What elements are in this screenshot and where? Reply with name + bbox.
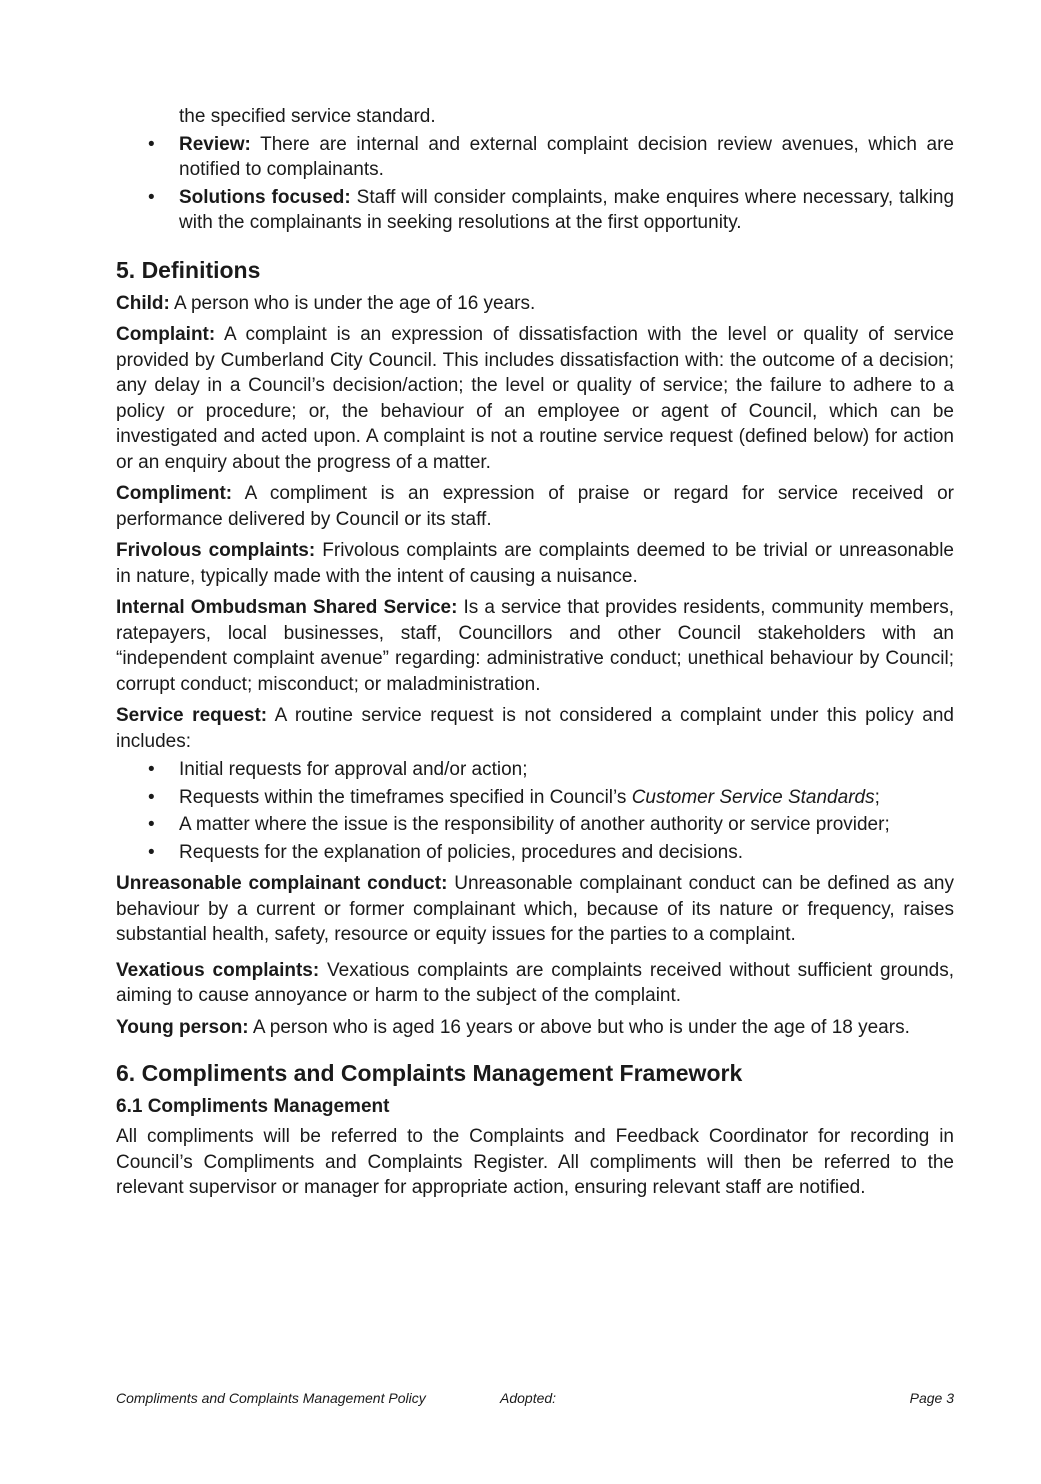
definition-paragraph	[116, 291, 954, 317]
term-label: Vexatious complaints:	[116, 959, 320, 981]
definition-paragraph	[116, 703, 954, 754]
term-text: A complaint is an expression of dissatisfaction with the level or quality of service provided by Cumberland City Council. This includes dissatisfaction with: the outcome of a decision; any delay in a Council’s decision/action; the level or quality of service; the failure to adhere to a policy or procedure; or, the behaviour of an employee or agent of Council, which can be investigated and acted upon. A complaint is not a routine service request (defined below) for action or an enquiry about the progress of a matter.	[116, 324, 954, 473]
section-heading: 5. Definitions	[116, 256, 261, 283]
list-item	[116, 757, 954, 783]
principles-list	[116, 132, 954, 236]
term-label: Service request:	[116, 705, 268, 726]
document-page	[116, 104, 954, 1207]
term-text: A compliment is an expression of praise or regard for service received or performance delivered by Council or its staff.	[116, 483, 954, 530]
list-item-text: ;	[874, 786, 880, 808]
list-item-text: Requests within the timeframes specified in Council’s	[179, 786, 632, 808]
list-item	[116, 785, 954, 811]
term-text: A routine service request is not considered a complaint under this policy and includes:	[116, 705, 954, 752]
bullet-icon: •	[148, 786, 155, 808]
page-number: Page 3	[909, 1390, 954, 1406]
definition-paragraph	[116, 1015, 954, 1041]
section-heading: 6. Compliments and Complaints Management Framework	[116, 1060, 743, 1086]
definition-paragraph	[116, 481, 954, 532]
service-request-list	[116, 757, 954, 865]
list-item	[116, 185, 954, 236]
bullet-icon: •	[148, 133, 155, 155]
continued-bullet-text: the specified service standard.	[179, 106, 436, 127]
definition-paragraph	[116, 958, 954, 1009]
definition-paragraph	[116, 871, 954, 948]
term-text: Staff will consider complaints, make enquires where necessary, talking with the complainants in seeking resolutions at the first opportunity.	[179, 186, 955, 233]
term-text: Is a service that provides residents, community members, ratepayers, local businesses, staff, Councillors and other Council stakeholders with an “independent complaint avenue” regarding: administrative conduct; unethical behaviour by Council; corrupt conduct; misconduct; or maladministration.	[116, 597, 954, 695]
footer-document-title: Compliments and Complaints Management Policy	[116, 1390, 426, 1406]
term-label: Child:	[116, 292, 170, 314]
definition-paragraph	[116, 595, 954, 697]
definition-paragraph	[116, 538, 954, 589]
term-text: A person who is aged 16 years or above but who is under the age of 18 years.	[248, 1016, 910, 1038]
list-item	[116, 132, 954, 183]
bullet-icon: •	[148, 814, 155, 835]
term-text: There are internal and external complaint decision review avenues, which are notified to complainants.	[179, 133, 954, 180]
footer-adopted-label: Adopted:	[500, 1390, 557, 1406]
term-label: Complaint:	[116, 324, 216, 345]
term-label: Solutions focused:	[179, 186, 351, 208]
page-footer	[116, 1390, 954, 1410]
term-label: Young person:	[116, 1016, 249, 1038]
list-item-text: Initial requests for approval and/or action;	[179, 759, 528, 780]
document-title-reference: Customer Service Standards	[631, 786, 875, 808]
list-item	[116, 840, 954, 866]
term-text: A person who is under the age of 16 years.	[169, 292, 536, 314]
definition-paragraph	[116, 322, 954, 475]
list-item-text: Requests for the explanation of policies, procedures and decisions.	[179, 841, 744, 863]
term-text: Unreasonable complainant conduct can be defined as any behaviour by a current or former complainant which, because of its nature or frequency, raises substantial health, safety, resource or equity issues for the parties to a complaint.	[116, 873, 955, 945]
body-paragraph: All compliments will be referred to the Complaints and Feedback Coordinator for recording in Council’s Compliments and Complaints Register. All compliments will then be referred to the relevant supervisor or manager for appropriate action, ensuring relevant staff are notified.	[116, 1126, 954, 1198]
bullet-icon: •	[148, 759, 155, 780]
list-item	[116, 812, 954, 838]
term-label: Review:	[179, 133, 251, 155]
term-label: Frivolous complaints:	[116, 540, 316, 561]
term-label: Unreasonable complainant conduct:	[116, 873, 448, 894]
list-item-text: A matter where the issue is the responsibility of another authority or service provider;	[179, 814, 890, 835]
term-text: Vexatious complaints are complaints received without sufficient grounds, aiming to cause annoyance or harm to the subject of the complaint.	[116, 959, 954, 1006]
term-text: Frivolous complaints are complaints deemed to be trivial or unreasonable in nature, typically made with the intent of causing a nuisance.	[116, 540, 954, 587]
subsection-heading: 6.1 Compliments Management	[116, 1096, 390, 1117]
term-label: Compliment:	[116, 483, 233, 504]
term-label: Internal Ombudsman Shared Service:	[116, 597, 458, 618]
bullet-icon: •	[148, 841, 155, 863]
bullet-icon: •	[148, 186, 155, 208]
